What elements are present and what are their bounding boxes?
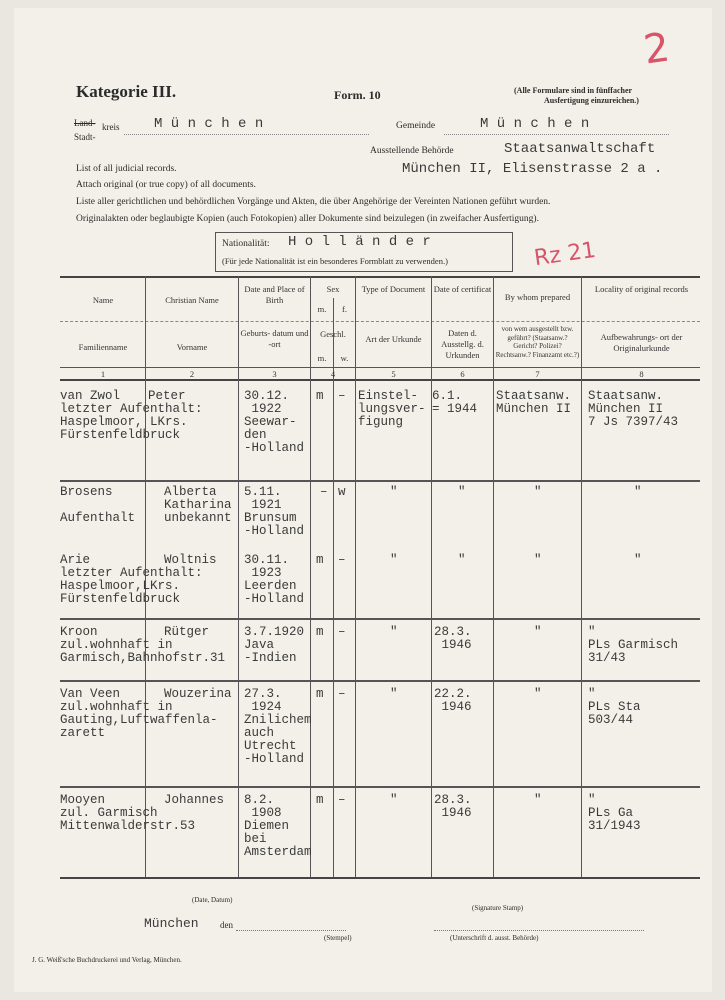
row3-birth: 30.11. 1923 Leerden -Holland xyxy=(244,553,305,606)
col7-de: von wem ausgestellt bzw. geführt? (Staatsanw.? Gericht? Polizei? Rechtsanw.? Finanzamt etc.?) xyxy=(495,325,580,359)
row3-christian: Woltnis xyxy=(164,553,217,567)
col8-num: 8 xyxy=(639,369,644,379)
row1-sex-m: m xyxy=(316,389,324,403)
header-divider xyxy=(60,321,700,322)
row1-name: van Zwol letzter Aufenthalt: Haspelmoor, LKrs. Fürstenfeldbruck xyxy=(60,389,203,442)
row2-sex-m: – xyxy=(320,485,328,499)
category-title: Kategorie III. xyxy=(76,82,177,101)
nationality-note: (Für jede Nationalität ist ein besonderes Formblatt zu verwenden.) xyxy=(222,256,448,266)
footer-signature-label: (Unterschrift d. ausst. Behörde) xyxy=(450,934,539,942)
row1-sex-f: – xyxy=(338,389,346,403)
instruction-en-1: List of all judicial records. xyxy=(76,164,177,174)
row4-locality: " PLs Garmisch 31/43 xyxy=(588,625,679,665)
row5-type: " xyxy=(390,687,398,701)
row4-birth: 3.7.1920 Java -Indien xyxy=(244,625,305,665)
row6-name: Mooyen zul. Garmisch Mittenwalderstr.53 xyxy=(60,793,196,833)
row1-by: Staatsanw. München II xyxy=(496,389,572,416)
row5-birth: 27.3. 1924 Znilichem auch Utrecht -Holland xyxy=(244,687,312,766)
row2-christian: Alberta Katharina unbekannt xyxy=(164,485,232,525)
row2-locality: " xyxy=(634,485,642,499)
document-sheet xyxy=(14,8,712,992)
row6-by: " xyxy=(534,793,542,807)
footer-den: den xyxy=(220,920,233,930)
row3-type: " xyxy=(390,553,398,567)
row4-date: 28.3. 1946 xyxy=(434,625,472,652)
col3-en: Date and Place of Birth xyxy=(244,284,305,305)
row2-birth: 5.11. 1921 Brunsum -Holland xyxy=(244,485,305,538)
row4-sex-f: – xyxy=(338,625,346,639)
col3-num: 3 xyxy=(272,369,277,379)
row5-by: " xyxy=(534,687,542,701)
row3-name: Arie letzter Aufenthalt: Haspelmoor,LKrs. Fürstenfeldbruck xyxy=(60,553,203,606)
col2-num: 2 xyxy=(189,369,195,379)
row4-sex-m: m xyxy=(316,625,324,639)
row2-name: Brosens Aufenthalt xyxy=(60,485,136,525)
gemeinde-value: M ü n c h e n xyxy=(480,116,590,132)
footer-signature-stamp-label: (Signature Stamp) xyxy=(472,904,524,912)
row5-name: Van Veen zul.wohnhaft in Gauting,Luftwaffenla- zarett xyxy=(60,687,218,740)
col1-en: Name xyxy=(92,295,114,305)
gemeinde-label: Gemeinde xyxy=(396,121,436,131)
col-line-sex-mid xyxy=(333,298,334,877)
land-label: Land- xyxy=(74,118,96,128)
row2-sex-f: w xyxy=(338,485,346,499)
row5-sex-f: – xyxy=(338,687,346,701)
row6-type: " xyxy=(390,793,398,807)
nationality-label: Nationalität: xyxy=(222,239,270,249)
col5-num: 5 xyxy=(391,369,396,379)
col5-en: Type of Document xyxy=(361,284,426,294)
col4-m2: m. xyxy=(317,353,327,363)
form-note-line2: Ausfertigung einzureichen.) xyxy=(544,96,639,105)
page-mark: 2 xyxy=(640,24,673,74)
col1-de: Familienname xyxy=(78,342,128,352)
row3-sex-m: m xyxy=(316,553,324,567)
row5-locality: " PLs Sta 503/44 xyxy=(588,687,641,727)
form-note-line1: (Alle Formulare sind in fünffacher xyxy=(514,86,633,95)
col4-en: Sex xyxy=(326,284,340,294)
col7-en: By whom prepared xyxy=(504,292,571,302)
form-number: Form. 10 xyxy=(334,88,381,102)
row6-date: 28.3. 1946 xyxy=(434,793,472,820)
printer-credit: J. G. Weiß'sche Buchdruckerei und Verlag, München. xyxy=(32,956,182,964)
row6-christian: Johannes xyxy=(164,793,225,807)
row2-date: " xyxy=(458,485,466,499)
footer-signature-line xyxy=(434,930,644,931)
gemeinde-underline xyxy=(444,134,669,135)
row3-by: " xyxy=(534,553,542,567)
table-top-rule xyxy=(60,276,700,278)
footer-date-label: (Date, Datum) xyxy=(192,896,233,904)
instruction-en-2: Attach original (or true copy) of all documents. xyxy=(76,180,256,190)
row3-locality: " xyxy=(634,553,642,567)
row6-sex-m: m xyxy=(316,793,324,807)
col4-w: w. xyxy=(340,353,349,363)
instruction-de-2: Originalakten oder beglaubigte Kopien (auch Fotokopien) aller Dokumente sind beizulegen (in zweifacher Ausfertigung). xyxy=(76,214,539,224)
row4-by: " xyxy=(534,625,542,639)
col-number-rule-top xyxy=(60,367,700,368)
row2-type: " xyxy=(390,485,398,499)
col4-de: Geschl. xyxy=(320,329,346,339)
col6-en: Date of certificat xyxy=(433,284,492,294)
kreis-underline xyxy=(124,134,369,135)
col4-m: m. xyxy=(317,304,327,314)
row3-date: " xyxy=(458,553,466,567)
row-separator-3 xyxy=(60,618,700,620)
handwritten-mark: Rz 21 xyxy=(532,237,598,272)
row1-birth: 30.12. 1922 Seewar- den -Holland xyxy=(244,389,305,455)
col4-f: f. xyxy=(342,304,347,314)
row4-type: " xyxy=(390,625,398,639)
nationality-value: H o l l ä n d e r xyxy=(288,234,431,250)
row2-by: " xyxy=(534,485,542,499)
col1-num: 1 xyxy=(100,369,106,379)
row-separator-4 xyxy=(60,680,700,682)
row5-sex-m: m xyxy=(316,687,324,701)
stadt-label: Stadt- xyxy=(74,132,96,142)
col4-num: 4 xyxy=(330,369,336,379)
row1-christian: Peter xyxy=(148,389,186,403)
row3-sex-f: – xyxy=(338,553,346,567)
col5-de: Art der Urkunde xyxy=(365,334,422,344)
behoerde-value-2: München II, Elisenstrasse 2 a . xyxy=(402,161,663,177)
row5-christian: Wouzerina xyxy=(164,687,232,701)
row-separator-5 xyxy=(60,786,700,788)
instruction-de-1: Liste aller gerichtlichen und behördlichen Vorgänge und Akten, die über Angehörige der Vereinten Nationen geführt wurden. xyxy=(76,197,551,207)
col6-de: Daten d. Ausstellg. d. Urkunden xyxy=(441,328,484,360)
footer-stamp-label: (Stempel) xyxy=(324,934,352,942)
row4-christian: Rütger xyxy=(164,625,210,639)
row4-name: Kroon zul.wohnhaft in Garmisch,Bahnhofstr.31 xyxy=(60,625,226,665)
row-separator-1 xyxy=(60,480,700,482)
behoerde-label: Ausstellende Behörde xyxy=(370,146,454,156)
col8-en: Locality of original records xyxy=(594,284,689,294)
col2-en: Christian Name xyxy=(165,295,219,305)
row1-locality: Staatsanw. München II 7 Js 7397/43 xyxy=(588,389,679,429)
col8-de: Aufbewahrungs- ort der Originalurkunde xyxy=(600,332,683,353)
kreis-label: kreis xyxy=(102,122,120,132)
nationality-box xyxy=(215,232,513,272)
col2-de: Vorname xyxy=(176,342,208,352)
table-bottom-rule xyxy=(60,877,700,879)
col6-num: 6 xyxy=(460,369,465,379)
col7-num: 7 xyxy=(535,369,540,379)
row6-locality: " PLs Ga 31/1943 xyxy=(588,793,641,833)
row6-sex-f: – xyxy=(338,793,346,807)
kreis-value: M ü n c h e n xyxy=(154,116,264,132)
behoerde-value-1: Staatsanwaltschaft xyxy=(504,141,656,157)
row1-type: Einstel- lungsver- figung xyxy=(358,389,426,429)
footer-date-line xyxy=(236,930,346,931)
row6-birth: 8.2. 1908 Diemen bei Amsterdam xyxy=(244,793,312,859)
col3-de: Geburts- datum und -ort xyxy=(240,328,309,349)
footer-place: München xyxy=(144,916,199,931)
row1-date: 6.1. = 1944 xyxy=(432,389,478,416)
row5-date: 22.2. 1946 xyxy=(434,687,472,714)
